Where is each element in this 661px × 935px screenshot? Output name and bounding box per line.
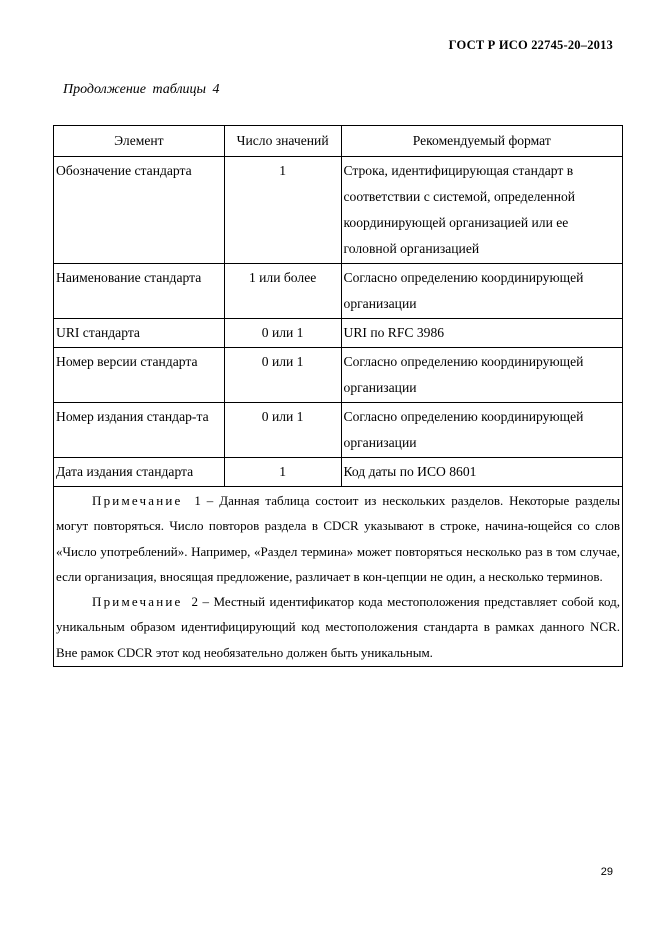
cell-element: Номер издания стандар-та	[54, 403, 225, 458]
cell-element: URI стандарта	[54, 319, 225, 348]
column-header-count: Число значений	[224, 126, 341, 157]
table-row	[54, 157, 623, 264]
note-2-label: Примечание	[92, 594, 183, 610]
cell-element: Номер версии стандарта	[54, 348, 225, 403]
notes-cell	[54, 487, 623, 667]
table-row	[54, 264, 623, 319]
cell-format: Согласно определению координирующей организации	[341, 348, 622, 403]
cell-count: 1	[224, 458, 341, 487]
table-row	[54, 348, 623, 403]
cell-count: 1	[224, 157, 341, 264]
cell-count: 0 или 1	[224, 319, 341, 348]
column-header-format: Рекомендуемый формат	[341, 126, 622, 157]
note-1-text: – Данная таблица состоит из нескольких разделов. Некоторые разделы могут повторяться. Число повторов раздела в CDCR указывают в строке, начина-ющейся со слов «Число употреблений». Например, «Раздел термина» может повторяться несколько раз в том случае, если организация, вносящая предложение, различает в кон-цепции не один, а несколько терминов.	[56, 493, 620, 584]
table-row	[54, 319, 623, 348]
table-continuation-caption: Продолжение таблицы 4	[63, 82, 220, 97]
note-2-text: – Местный идентификатор кода местоположения представляет собой код, уникальным образом идентифицирующий код местоположения стандарта в рамках данного NCR. Вне рамок CDCR этот код необязательно должен быть уникальным.	[56, 594, 621, 660]
standard-elements-table	[53, 125, 623, 667]
note-2	[56, 589, 620, 665]
table-header-row	[54, 126, 623, 157]
cell-format: Согласно определению координирующей организации	[341, 264, 622, 319]
cell-format: Строка, идентифицирующая стандарт в соответствии с системой, определенной координирующей организацией или ее головной организацией	[341, 157, 622, 264]
cell-count: 0 или 1	[224, 403, 341, 458]
cell-count: 1 или более	[224, 264, 341, 319]
cell-count: 0 или 1	[224, 348, 341, 403]
cell-format: Согласно определению координирующей организации	[341, 403, 622, 458]
cell-element: Наименование стандарта	[54, 264, 225, 319]
page-number: 29	[600, 866, 613, 878]
document-code-header: ГОСТ Р ИСО 22745-20–2013	[448, 38, 613, 52]
note-1-number: 1	[194, 493, 201, 508]
column-header-element: Элемент	[54, 126, 225, 157]
note-1-label: Примечание	[92, 493, 183, 508]
note-2-number: 2	[191, 594, 198, 610]
table-row	[54, 403, 623, 458]
cell-element: Обозначение стандарта	[54, 157, 225, 264]
table-row	[54, 458, 623, 487]
note-1	[56, 488, 620, 589]
notes-row	[54, 487, 623, 667]
cell-format: Код даты по ИСО 8601	[341, 458, 622, 487]
cell-format: URI по RFC 3986	[341, 319, 622, 348]
cell-element: Дата издания стандарта	[54, 458, 225, 487]
